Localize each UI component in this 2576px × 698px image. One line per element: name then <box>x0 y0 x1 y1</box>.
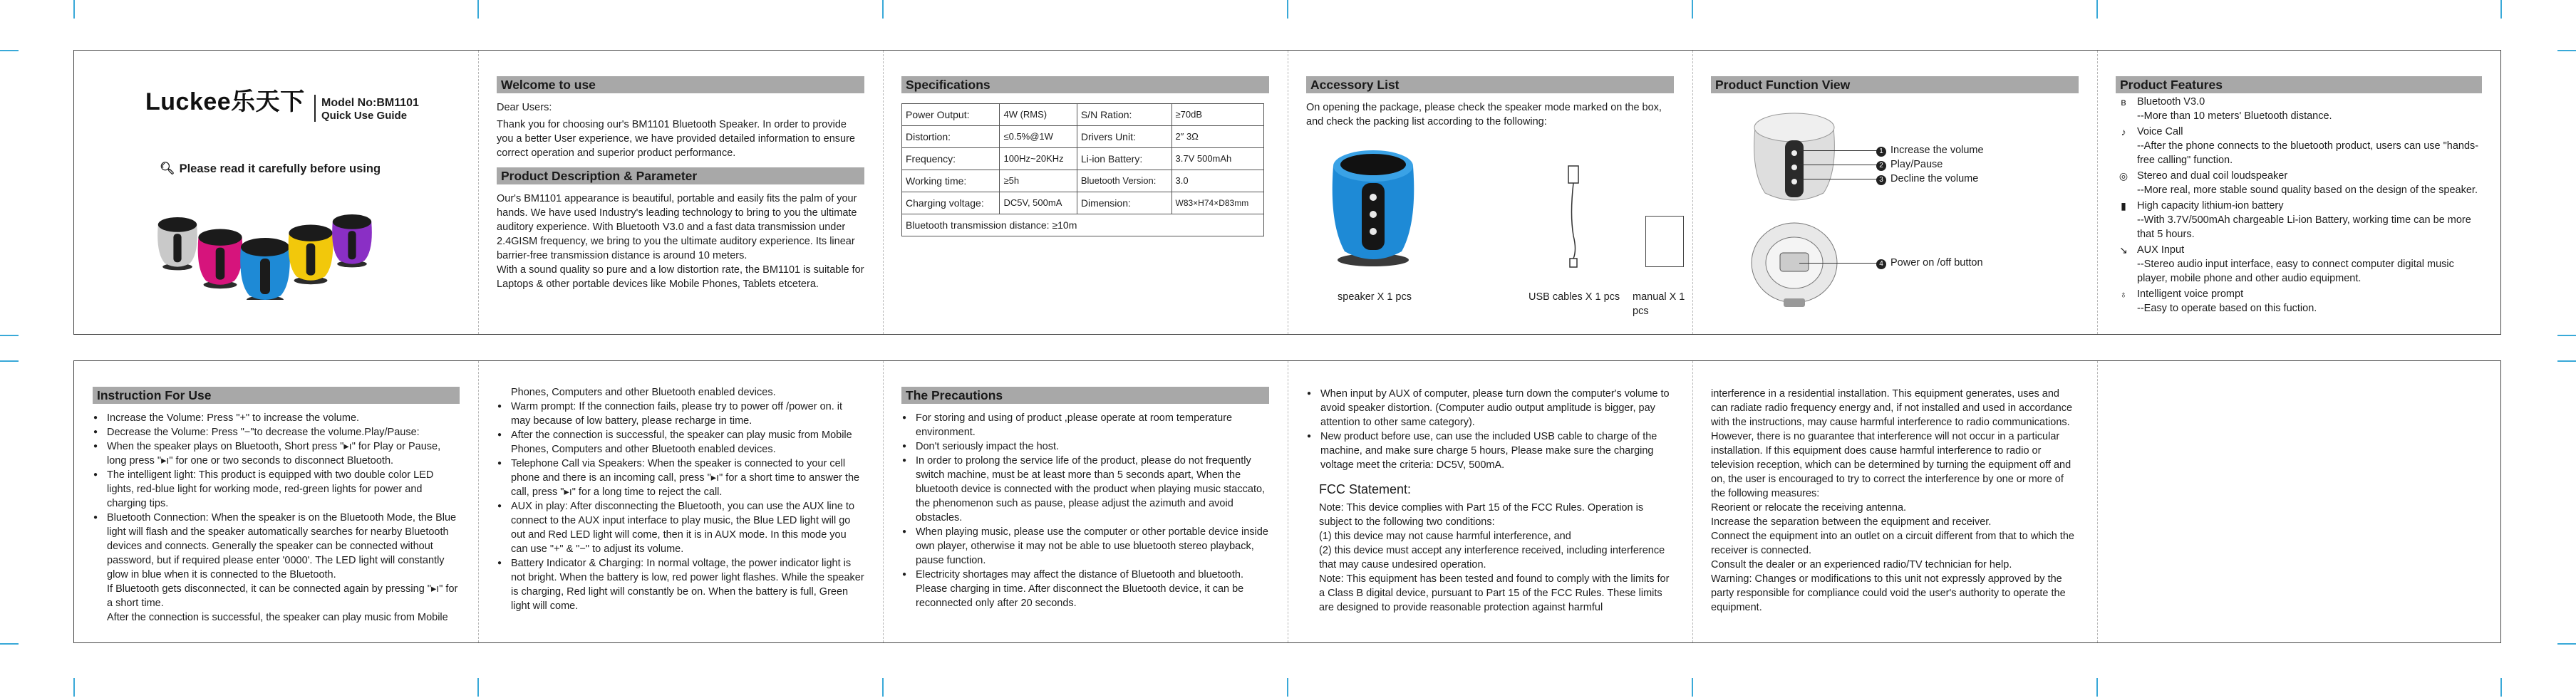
callout-play-pause <box>1876 157 1943 172</box>
microphone-icon: ♁ <box>2119 288 2128 300</box>
crop-mark <box>477 678 479 697</box>
instructions-panel <box>74 361 478 642</box>
instruction-item: Phones, Computers and other Bluetooth enabled devices. <box>511 387 776 398</box>
crop-mark <box>0 643 19 645</box>
feature-description: --Stereo audio input interface, easy to connect computer digital music player, mobile phone and other audio equipment. <box>2137 259 2454 284</box>
feature-item <box>2116 125 2482 167</box>
spec-label: Drivers Unit: <box>1077 126 1171 148</box>
spec-value: DC5V, 500mA <box>1000 192 1077 214</box>
back-sheet <box>73 360 2501 643</box>
instruction-item: ● When the speaker plays on Bluetooth, Short press "▸ı" for Play or Pause, long press "▸ı" for one or two seconds to disconnect Bluetooth. <box>93 439 460 468</box>
function-view-title: Product Function View <box>1711 76 2079 93</box>
music-note-icon: ♪ <box>2121 126 2126 137</box>
feature-item <box>2116 169 2482 197</box>
feature-description: --More than 10 meters' Bluetooth distance. <box>2137 110 2332 122</box>
brand-logo: Luckee乐天下 <box>145 88 305 115</box>
specifications-panel <box>883 51 1288 334</box>
feature-item <box>2116 199 2482 241</box>
spec-value: 2″ 3Ω <box>1171 126 1264 148</box>
crop-mark <box>477 0 479 19</box>
spec-label: Bluetooth transmission distance: ≥10m <box>902 214 1264 236</box>
front-sheet <box>73 50 2501 335</box>
crop-mark <box>1692 0 1693 19</box>
instructions-title: Instruction For Use <box>93 387 460 404</box>
fcc-line: Note: This equipment has been tested and found to comply with the limits for a Class B digital device, pursuant to Part 15 of the FCC Rules. These limits are designed to provide reasonable protection against harmful <box>1319 573 1670 613</box>
speaker-2 <box>198 229 243 289</box>
spec-label: Frequency: <box>902 148 1000 170</box>
precautions-title: The Precautions <box>901 387 1269 404</box>
specifications-table <box>901 103 1264 236</box>
cover-panel <box>74 51 478 334</box>
read-notice-text: Please read it carefully before using <box>179 162 381 175</box>
instruction-item: ● Battery Indicator & Charging: In normal voltage, the power indicator light is not bright. When the battery is low, red power light flashes. While the speaker is charging, Red light will constantly be on. When the battery is full, Green light will come. <box>497 556 864 613</box>
speaker-icon: ◎ <box>2119 170 2128 182</box>
logo-divider <box>314 95 316 122</box>
search-icon: 🔍︎ <box>160 162 175 175</box>
blank-panel <box>2097 361 2500 642</box>
usb-cable-image <box>1563 165 1584 271</box>
spec-value: ≥70dB <box>1171 104 1264 126</box>
crop-mark <box>2500 0 2502 19</box>
crop-mark <box>0 360 19 362</box>
accessory-panel <box>1288 51 1692 334</box>
fcc-statement <box>1306 501 1674 615</box>
feature-name: Stereo and dual coil loudspeaker <box>2137 170 2288 182</box>
fcc-title: FCC Statement: <box>1319 482 1412 496</box>
callout-number: 1 <box>1876 147 1886 157</box>
instruction-item: ● Increase the Volume: Press "+" to increase the volume. <box>93 411 460 425</box>
callout-label: Decline the volume <box>1890 173 1979 184</box>
crop-mark <box>882 0 884 19</box>
crop-mark <box>2557 360 2576 362</box>
speaker-3 <box>240 238 290 300</box>
instruction-item: ● Warm prompt: If the connection fails, please try to power off /power on. it may because of low battery, please recharge in time. <box>497 400 864 428</box>
feature-item <box>2116 287 2482 316</box>
spec-label: Power Output: <box>902 104 1000 126</box>
spec-value: ≥5h <box>1000 170 1077 192</box>
feature-description: --With 3.7V/500mAh chargeable Li-ion Battery, working time can be more that 5 hours. <box>2137 214 2471 240</box>
speaker-4 <box>289 225 333 285</box>
speaker-bottom-diagram <box>1748 219 1841 311</box>
welcome-body: Thank you for choosing our's BM1101 Bluetooth Speaker. In order to provide you a better User experience, we have provided detailed information to ensure correct operation and superior product performance. <box>497 119 855 159</box>
instruction-item: ● Bluetooth Connection: When the speaker is on the Bluetooth Mode, the Blue light will flash and the speaker automatically searches for nearby Bluetooth devices and connects. Generally the speaker can be connected without password, but if required please enter '0000'. The LED light will constantly glow in blue when it is connected to the Bluetooth. <box>93 511 460 582</box>
fcc-line: Warning: Changes or modifications to this unit not expressly approved by the party responsible for compliance could void the user's authority to operate the equipment. <box>1711 573 2066 613</box>
callout-number: 2 <box>1876 161 1886 171</box>
table-row <box>902 126 1264 148</box>
fcc-panel-continued <box>1692 361 2097 642</box>
callout-line <box>1799 150 1878 151</box>
feature-description: --After the phone connects to the bluetooth product, users can use "hands-free calling" function. <box>2137 140 2479 166</box>
crop-mark <box>2557 643 2576 645</box>
description-title: Product Description & Parameter <box>497 167 864 184</box>
spec-label: Li-ion Battery: <box>1077 148 1171 170</box>
instructions-panel-continued <box>478 361 883 642</box>
callout-label: Power on /off button <box>1890 257 1983 269</box>
crop-mark <box>2096 0 2098 19</box>
description-paragraph: With a sound quality so pure and a low distortion rate, the BM1101 is suitable for Laptops & other portable devices like Mobile Phones, Tablets etcetera. <box>497 264 864 290</box>
callout-number: 4 <box>1876 259 1886 269</box>
crop-mark <box>2557 50 2576 51</box>
callout-label: Play/Pause <box>1890 159 1943 170</box>
instruction-item: ● Telephone Call via Speakers: When the speaker is connected to your cell phone and there is an incoming call, press "▸ı" for a short time to answer the call, press "▸ı" for a long time to reject the call. <box>497 457 864 499</box>
accessory-item: speaker X 1 pcs <box>1338 291 1412 303</box>
table-row <box>902 148 1264 170</box>
spec-value: 100Hz~20KHz <box>1000 148 1077 170</box>
guide-subtitle: Quick Use Guide <box>321 110 408 122</box>
precaution-item: ● New product before use, can use the included USB cable to charge of the machine, and make sure charge 5 hours, Please make sure the charging voltage meet the criteria: DC5V, 500mA. <box>1306 429 1674 472</box>
spec-label: Distortion: <box>902 126 1000 148</box>
feature-name: AUX Input <box>2137 244 2185 256</box>
instruction-item: ● Decrease the Volume: Press "−"to decrease the volume.Play/Pause: <box>93 425 460 439</box>
instruction-item: After the connection is successful, the speaker can play music from Mobile <box>107 612 448 623</box>
crop-mark <box>2557 335 2576 336</box>
precautions-fcc-panel <box>1288 361 1692 642</box>
precaution-item: ● When input by AUX of computer, please turn down the computer's volume to avoid speaker distortion. (Computer audio output amplitude is bigger, pay attention to other same category). <box>1306 387 1674 429</box>
fcc-line: (2) this device must accept any interference received, including interference that may cause undesired operation. <box>1319 545 1665 571</box>
manual-image <box>1645 216 1684 267</box>
table-row <box>902 104 1264 126</box>
spec-label: Dimension: <box>1077 192 1171 214</box>
aux-plug-icon: ↘ <box>2119 244 2128 256</box>
crop-mark <box>2096 678 2098 697</box>
table-row <box>902 170 1264 192</box>
model-number: Model No:BM1101 <box>321 97 419 109</box>
features-panel <box>2097 51 2500 334</box>
precaution-item: ● For storing and using of product ,please operate at room temperature environment. <box>901 411 1269 439</box>
crop-mark <box>1287 678 1288 697</box>
callout-decline-volume <box>1876 172 1978 186</box>
crop-mark <box>0 50 19 51</box>
speaker-product-image <box>1323 137 1423 269</box>
fcc-line: Consult the dealer or an experienced radio/TV technician for help. <box>1711 559 2012 571</box>
fcc-line: Note: This device complies with Part 15 of the FCC Rules. Operation is subject to the following two conditions: <box>1319 502 1644 528</box>
accessory-item: USB cables X 1 pcs <box>1528 291 1620 303</box>
crop-mark <box>73 678 75 697</box>
fcc-line: Increase the separation between the equipment and receiver. <box>1711 516 1992 528</box>
feature-description: --Easy to operate based on this fuction. <box>2137 303 2317 314</box>
feature-name: Bluetooth V3.0 <box>2137 96 2205 108</box>
crop-mark <box>0 335 19 336</box>
crop-mark <box>1692 678 1693 697</box>
speaker-1 <box>157 217 197 270</box>
feature-name: Intelligent voice prompt <box>2137 288 2244 300</box>
fcc-line: interference in a residential installation. This equipment generates, uses and can radiate radio frequency energy and, if not installed and used in accordance with the instructions, may cause harmful interference to radio communications. However, there is no guarantee that interference will not occur in a particular installation. If this equipment does cause harmful interference to radio or television reception, which can be determined by turning the equipment off and on, the user is encouraged to try to correct the interference by one or more of the following measures: <box>1711 388 2073 499</box>
spec-value: 3.7V 500mAh <box>1171 148 1264 170</box>
description-paragraph: Our's BM1101 appearance is beautiful, portable and easily fits the palm of your hands. We have used Industry's leading technology to bring to you the ultimate auditory experience. With Bluetooth V3.0 and a fast data transmission under 2.4GISM frequency, we bring to you the ultimate auditory experience. Its linear barrier-free transmission distance is around 10 meters. <box>497 193 857 261</box>
table-row <box>902 192 1264 214</box>
speaker-side-diagram <box>1748 108 1841 207</box>
specifications-title: Specifications <box>901 76 1269 93</box>
feature-name: High capacity lithium-ion battery <box>2137 200 2284 212</box>
spec-value: 4W (RMS) <box>1000 104 1077 126</box>
welcome-panel <box>478 51 883 334</box>
spec-label: S/N Ration: <box>1077 104 1171 126</box>
feature-item <box>2116 243 2482 286</box>
welcome-title: Welcome to use <box>497 76 864 93</box>
crop-mark <box>2500 678 2502 697</box>
fcc-line: (1) this device may not cause harmful interference, and <box>1319 531 1571 542</box>
function-view-panel <box>1692 51 2097 334</box>
accessory-intro: On opening the package, please check the speaker mode marked on the box, and check the packing list according to the following: <box>1306 102 1662 127</box>
callout-increase-volume <box>1876 143 1984 157</box>
battery-icon: ▮ <box>2121 200 2126 212</box>
accessory-title: Accessory List <box>1306 76 1674 93</box>
callout-label: Increase the volume <box>1890 145 1984 156</box>
precautions-panel <box>883 361 1288 642</box>
precaution-item: ● In order to prolong the service life of the product, please do not frequently switch machine, must be at least more than 5 seconds apart, When the bluetooth device is connected with the product when playing music staccato, the phenomenon such as pause, please adjust the azimuth and avoid obstacles. <box>901 454 1269 525</box>
feature-item <box>2116 95 2482 123</box>
callout-number: 3 <box>1876 175 1886 185</box>
speaker-5 <box>332 214 372 267</box>
spec-label: Bluetooth Version: <box>1077 170 1171 192</box>
crop-mark <box>1287 0 1288 19</box>
feature-name: Voice Call <box>2137 126 2183 137</box>
speaker-lineup-image <box>145 193 416 300</box>
spec-value: W83×H74×D83mm <box>1171 192 1264 214</box>
features-title: Product Features <box>2116 76 2482 93</box>
bluetooth-icon: ʙ <box>2121 96 2126 108</box>
spec-value: 3.0 <box>1171 170 1264 192</box>
instruction-item: If Bluetooth gets disconnected, it can be connected again by pressing "▸ı" for a short time. <box>107 583 458 609</box>
precaution-item: ● When playing music, please use the computer or other portable device inside own player, otherwise it may not be able to use bluetooth stereo playback, pause function. <box>901 525 1269 568</box>
read-notice <box>160 162 381 176</box>
instruction-item: ● The intelligent light: This product is equipped with two double color LED lights, red-blue light for working mode, red-green lights for power and charging tips. <box>93 468 460 511</box>
instruction-item: ● AUX in play: After disconnecting the Bluetooth, you can use the AUX line to connect to the AUX input interface to play music, the Blue LED light will go out and Red LED light will come, then it is in AUX mode. In this mode you can use "+" & "−" to adjust its volume. <box>497 499 864 556</box>
callout-power-button <box>1876 256 1983 270</box>
feature-description: --More real, more stable sound quality based on the design of the speaker. <box>2137 184 2478 196</box>
spec-label: Charging voltage: <box>902 192 1000 214</box>
crop-mark <box>882 678 884 697</box>
instruction-item: ● After the connection is successful, the speaker can play music from Mobile Phones, Computers and other Bluetooth enabled devices. <box>497 428 864 457</box>
spec-value: ≤0.5%@1W <box>1000 126 1077 148</box>
fcc-line: Reorient or relocate the receiving antenna. <box>1711 502 1907 514</box>
spec-label: Working time: <box>902 170 1000 192</box>
accessory-item: manual X 1 pcs <box>1633 291 1685 317</box>
precaution-item: ● Don't seriously impact the host. <box>901 439 1269 454</box>
welcome-greeting: Dear Users: <box>497 102 552 113</box>
precaution-item: ● Electricity shortages may affect the distance of Bluetooth and bluetooth. Please charging in time. After disconnect the Bluetooth device, it can be reconnected only after 20 seconds. <box>901 568 1269 610</box>
fcc-line: Connect the equipment into an outlet on a circuit different from that to which the receiver is connected. <box>1711 531 2074 556</box>
table-row <box>902 214 1264 236</box>
crop-mark <box>73 0 75 19</box>
callout-line <box>1799 263 1878 264</box>
